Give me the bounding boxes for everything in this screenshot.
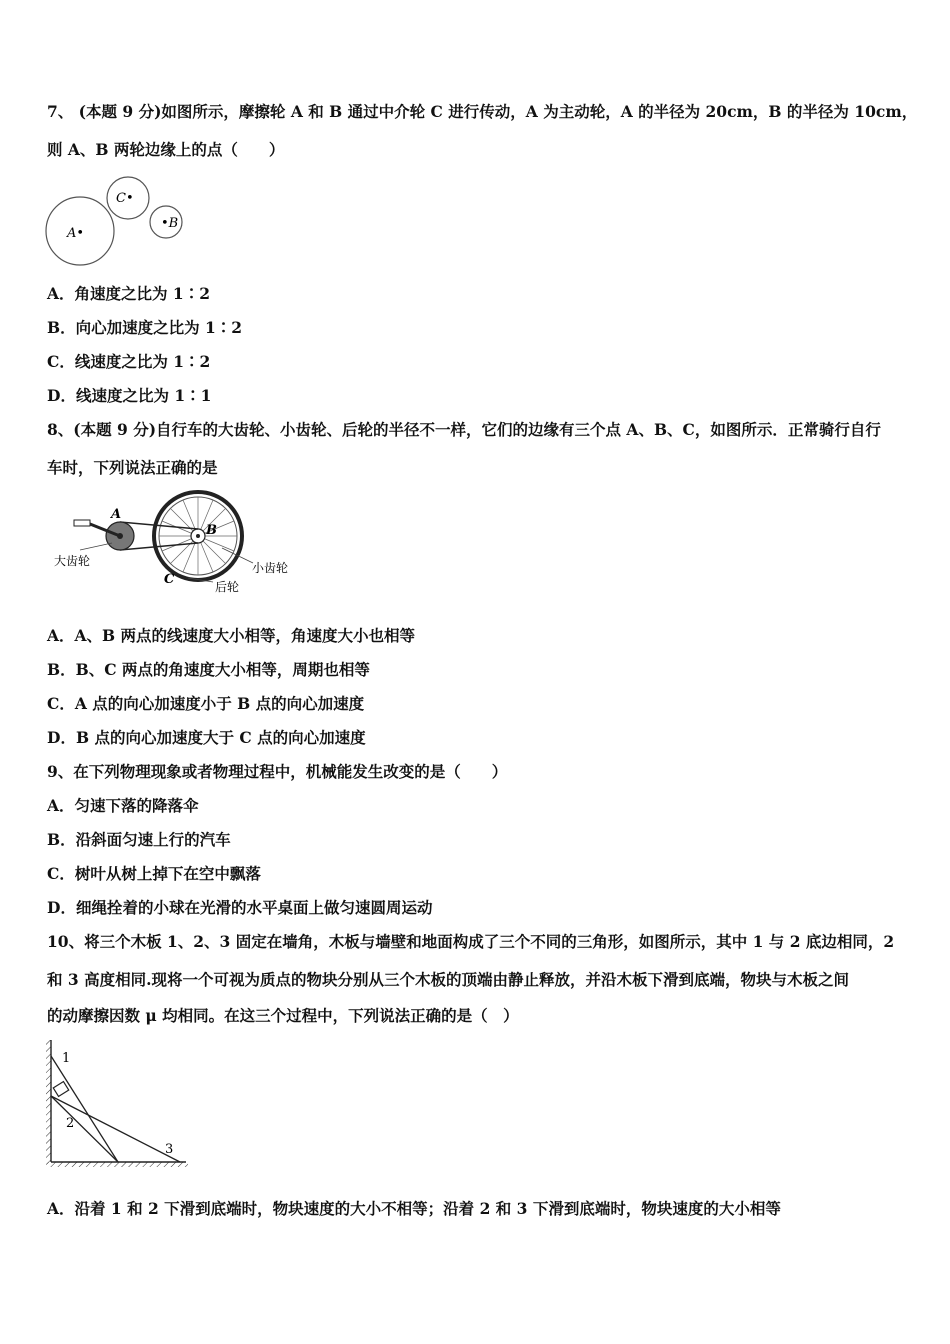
rear-wheel [154,492,242,580]
q10-stem-line3: 的动摩擦因数 μ 均相同。在这三个过程中，下列说法正确的是（ ） [47,1006,519,1025]
q8-label-c: C [164,572,175,587]
q8-stem-line1: 8、(本题 9 分)自行车的大齿轮、小齿轮、后轮的半径不一样，它们的边缘有三个点 A、B、C，如图所示．正常骑行自行 [47,420,881,439]
q8-label-a: A [111,507,122,522]
board-2 [51,1096,118,1162]
q7-stem-line2: 则 A、B 两轮边缘上的点（ ） [47,140,285,159]
q10-figure-boards [40,1036,192,1172]
q8-stem-line2: 车时，下列说法正确的是 [47,458,218,477]
q10-option-a: A．沿着 1 和 2 下滑到底端时，物块速度的大小不相等；沿着 2 和 3 下滑到底端时，物块速度的大小相等 [47,1199,781,1218]
q7-option-c: C．线速度之比为 1∶2 [47,352,211,371]
q9-option-a: A．匀速下落的降落伞 [47,796,199,815]
q8-option-a: A．A、B 两点的线速度大小相等，角速度大小也相等 [47,626,416,645]
q10-stem-line2: 和 3 高度相同.现将一个可视为质点的物块分别从三个木板的顶端由静止释放，并沿木板下滑到底端，物块与木板之间 [47,970,849,989]
q10-stem-line1: 10、将三个木板 1、2、3 固定在墙角，木板与墙壁和地面构成了三个不同的三角形，如图所示，其中 1 与 2 底边相同，2 [47,932,895,951]
q8-option-c: C．A 点的向心加速度小于 B 点的向心加速度 [47,694,365,713]
wall [46,1040,51,1164]
q7-option-d: D．线速度之比为 1∶1 [47,386,212,405]
q8-label-b: B [206,523,217,538]
q7-option-b: B．向心加速度之比为 1∶2 [47,318,243,337]
q7-option-a: A．角速度之比为 1∶2 [47,284,210,303]
q9-option-d: D．细绳拴着的小球在光滑的水平桌面上做匀速圆周运动 [47,898,433,917]
q8-figure-bicycle [50,488,300,600]
q8-label-rear-wheel: 后轮 [215,580,240,594]
q10-label-board3: 3 [165,1142,174,1157]
ground [46,1162,188,1167]
q8-option-d: D．B 点的向心加速度大于 C 点的向心加速度 [47,728,366,747]
board-1 [51,1056,118,1162]
q10-label-board2: 2 [66,1116,75,1131]
q9-stem: 9、在下列物理现象或者物理过程中，机械能发生改变的是（ ） [47,762,508,781]
q7-figure-friction-wheels [40,168,190,272]
q8-option-b: B．B、C 两点的角速度大小相等，周期也相等 [47,660,370,679]
q7-label-c: C• [116,191,134,206]
q10-label-board1: 1 [62,1051,71,1066]
q9-option-b: B．沿斜面匀速上行的汽车 [47,830,231,849]
q9-option-c: C．树叶从树上掉下在空中飘落 [47,864,261,883]
q7-label-b: •B [161,216,179,231]
q8-label-small-gear: 小齿轮 [252,561,289,575]
block [53,1082,68,1097]
q7-label-a: A• [67,226,85,241]
q7-stem-line1: 7、 (本题 9 分)如图所示，摩擦轮 A 和 B 通过中介轮 C 进行传动，A 为主动轮，A 的半径为 20cm，B 的半径为 10cm， [47,102,918,121]
q8-label-big-gear: 大齿轮 [54,554,91,568]
